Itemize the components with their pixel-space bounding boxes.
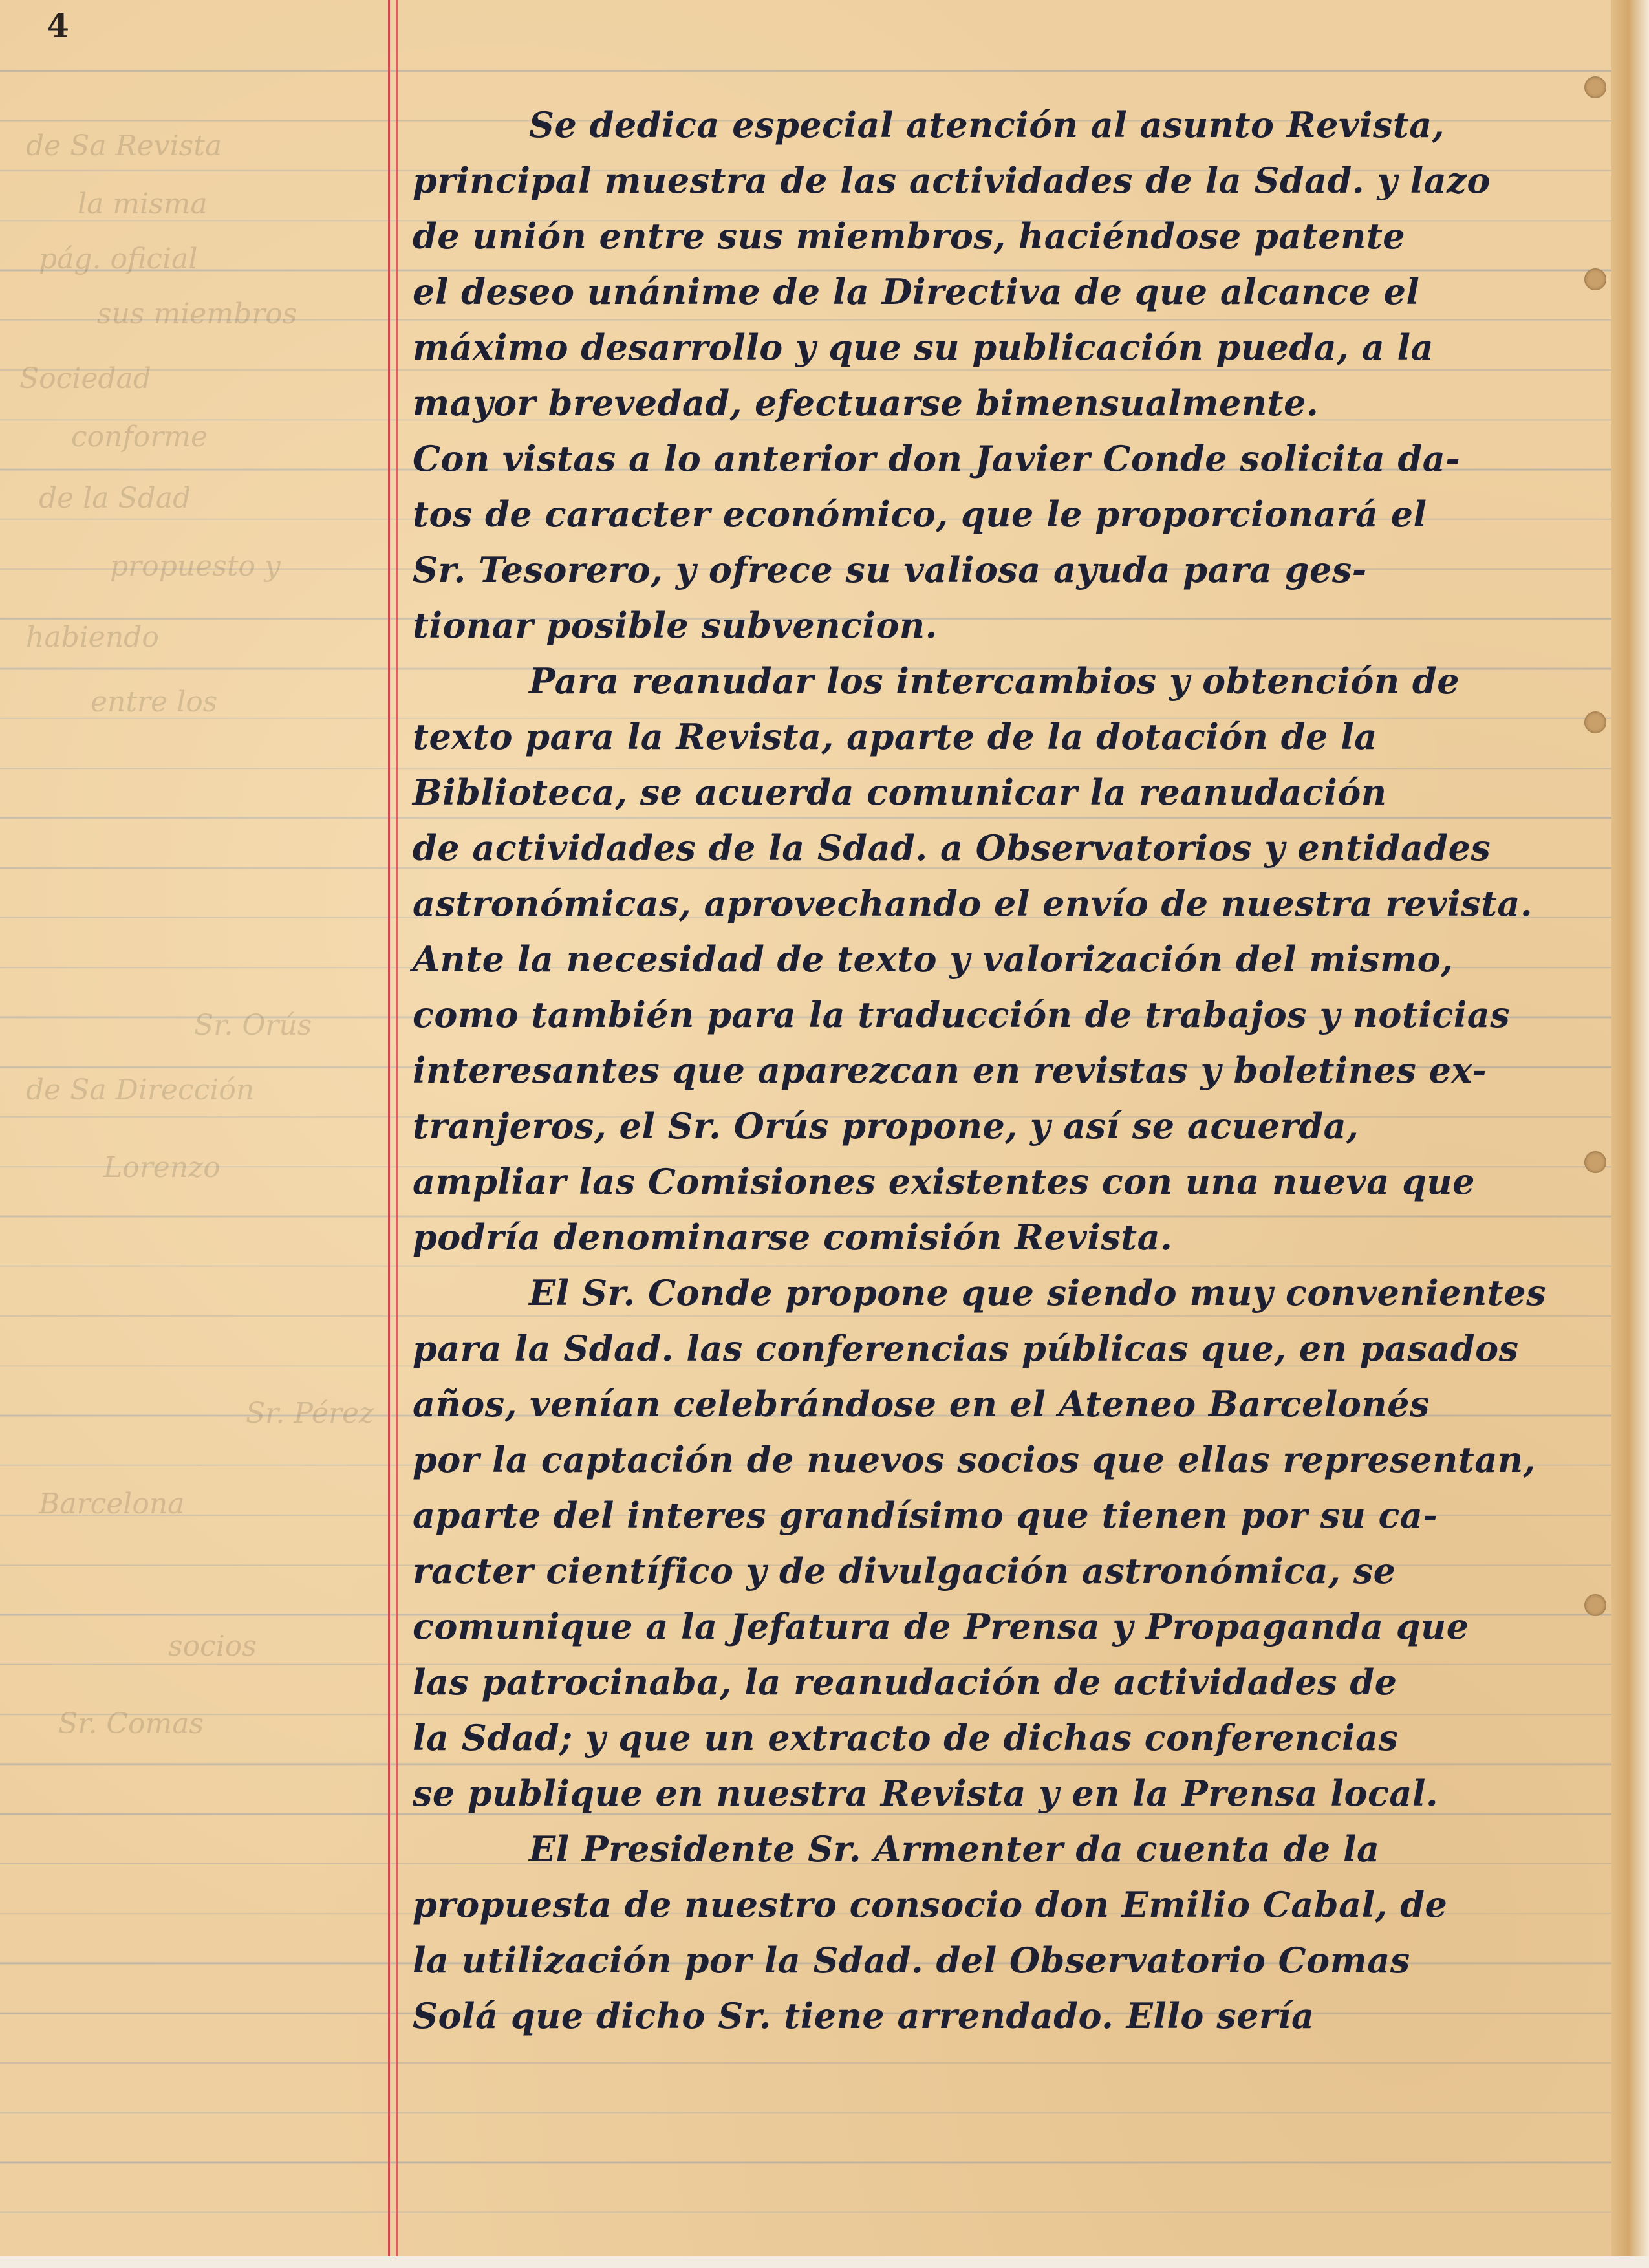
text-line: por la captación de nuevos socios que ellas representan, xyxy=(413,1439,1536,1480)
text-line: se publique en nuestra Revista y en la Prensa local. xyxy=(413,1773,1439,1814)
text-line: años, venían celebrándose en el Ateneo Barcelonés xyxy=(413,1383,1430,1425)
text-line: las patrocinaba, la reanudación de actividades de xyxy=(413,1661,1397,1703)
text-line: comunique a la Jefatura de Prensa y Propaganda que xyxy=(413,1606,1469,1647)
bleed-through-text: Sr. Pérez xyxy=(246,1397,374,1430)
text-line: Sr. Tesorero, y ofrece su valiosa ayuda para ges- xyxy=(413,549,1367,590)
bleed-through-text: Sociedad xyxy=(19,362,151,395)
text-line: principal muestra de las actividades de la Sdad. y lazo xyxy=(413,160,1491,201)
bleed-through-text: pág. oficial xyxy=(39,243,198,275)
punch-hole xyxy=(1584,711,1606,733)
punch-hole xyxy=(1584,268,1606,290)
text-line: El Sr. Conde propone que siendo muy convenientes xyxy=(529,1272,1546,1313)
text-line: la Sdad; y que un extracto de dichas conferencias xyxy=(413,1717,1399,1758)
text-line: interesantes que aparezcan en revistas y boletines ex- xyxy=(413,1050,1487,1091)
handwritten-minutes xyxy=(413,97,1577,2044)
text-line: Ante la necesidad de texto y valorización del mismo, xyxy=(413,938,1454,980)
red-margin-line-inner xyxy=(396,0,398,2268)
bleed-through-text: Sr. Comas xyxy=(58,1707,204,1740)
text-line: tos de caracter económico, que le proporcionará el xyxy=(413,493,1427,535)
text-line: Para reanudar los intercambios y obtención de xyxy=(529,660,1460,702)
text-line: como también para la traducción de trabajos y noticias xyxy=(413,994,1511,1035)
text-line: para la Sdad. las conferencias públicas que, en pasados xyxy=(413,1328,1519,1369)
red-margin-line xyxy=(388,0,390,2268)
punch-hole xyxy=(1584,76,1606,98)
text-line: mayor brevedad, efectuarse bimensualmente. xyxy=(413,382,1319,424)
bleed-through-text: Lorenzo xyxy=(103,1151,221,1184)
bleed-through-text: propuesto y xyxy=(110,550,281,583)
text-line: ampliar las Comisiones existentes con una nueva que xyxy=(413,1161,1475,1202)
bleed-through-text: la misma xyxy=(78,188,208,221)
bleed-through-text: de la Sdad xyxy=(39,482,191,515)
text-line: aparte del interes grandísimo que tienen por su ca- xyxy=(413,1495,1438,1536)
bleed-through-text: sus miembros xyxy=(97,297,297,330)
punch-hole xyxy=(1584,1594,1606,1616)
text-line: de actividades de la Sdad. a Observatorios y entidades xyxy=(413,827,1491,869)
text-line: astronómicas, aprovechando el envío de nuestra revista. xyxy=(413,883,1533,924)
bleed-through-text: habiendo xyxy=(26,621,159,654)
text-line: Con vistas a lo anterior don Javier Conde solicita da- xyxy=(413,438,1461,479)
binding-edge xyxy=(1611,0,1649,2268)
bleed-through-text: entre los xyxy=(91,686,218,718)
page-number: 4 xyxy=(47,6,69,45)
text-line: máximo desarrollo y que su publicación pueda, a la xyxy=(413,327,1434,368)
text-line: tranjeros, el Sr. Orús propone, y así se acuerda, xyxy=(413,1105,1359,1147)
bleed-through-text: conforme xyxy=(71,420,208,453)
bleed-through-text: socios xyxy=(168,1630,257,1663)
text-line: Biblioteca, se acuerda comunicar la reanudación xyxy=(413,772,1387,813)
punch-hole xyxy=(1584,1151,1606,1173)
bleed-through-text: Barcelona xyxy=(39,1487,185,1520)
text-line: texto para la Revista, aparte de la dotación de la xyxy=(413,716,1377,757)
text-line: el deseo unánime de la Directiva de que alcance el xyxy=(413,271,1420,312)
text-line: tionar posible subvencion. xyxy=(413,605,938,646)
text-line: El Presidente Sr. Armenter da cuenta de la xyxy=(529,1828,1380,1870)
bleed-through-ink xyxy=(0,0,374,2268)
bleed-through-text: de Sa Revista xyxy=(26,129,222,162)
text-line: podría denominarse comisión Revista. xyxy=(413,1216,1173,1258)
bleed-through-text: Sr. Orús xyxy=(194,1009,312,1042)
text-line: la utilización por la Sdad. del Observatorio Comas xyxy=(413,1939,1410,1981)
bleed-through-text: de Sa Dirección xyxy=(26,1074,255,1107)
text-line: Se dedica especial atención al asunto Revista, xyxy=(529,104,1445,146)
text-line: Solá que dicho Sr. tiene arrendado. Ello sería xyxy=(413,1995,1315,2036)
text-line: de unión entre sus miembros, haciéndose patente xyxy=(413,215,1406,257)
text-line: racter científico y de divulgación astronómica, se xyxy=(413,1550,1396,1592)
text-line: propuesta de nuestro consocio don Emilio Cabal, de xyxy=(413,1884,1448,1925)
